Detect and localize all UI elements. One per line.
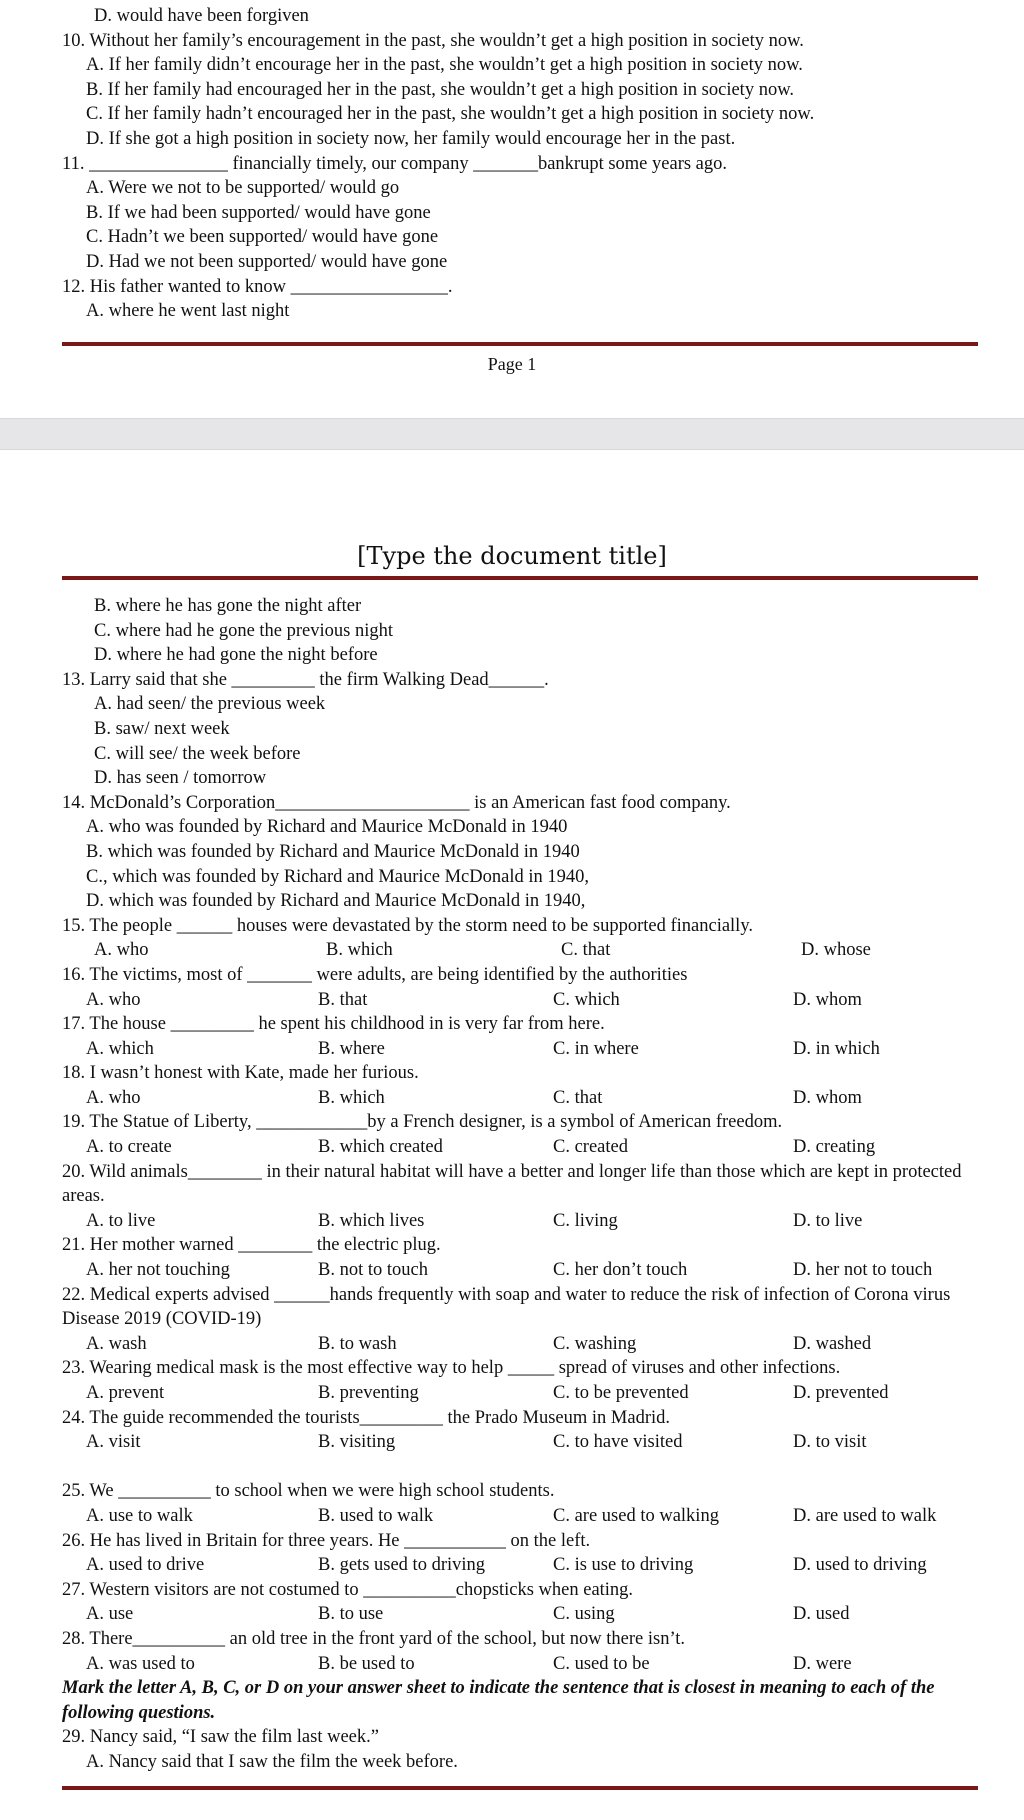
q25-options: [62, 1504, 978, 1529]
q23-option-c: C. to be prevented: [553, 1383, 689, 1403]
q14-option-d: D. which was founded by Richard and Maurice McDonald in 1940,: [86, 891, 586, 912]
q20-option-c: C. living: [553, 1210, 618, 1231]
q18-options: [62, 1086, 978, 1111]
q15-option-d: D. whose: [801, 940, 871, 961]
footer-rule: [62, 342, 978, 346]
q15-option-a: A. who: [94, 940, 149, 961]
q16-options: [62, 988, 978, 1013]
q17-option-c: C. in where: [553, 1038, 639, 1059]
q17-option-a: A. which: [86, 1038, 154, 1059]
q22-option-c: C. washing: [553, 1333, 637, 1354]
page-number: Page 1: [487, 354, 537, 374]
q15-option-c: C. that: [561, 940, 611, 961]
q10-option-a: A. If her family didn’t encourage her in the past, she wouldn’t get a high position in society now.: [86, 55, 803, 76]
q24-option-b: B. visiting: [318, 1432, 396, 1453]
q27-option-b: B. to use: [318, 1604, 384, 1625]
q20-option-b: B. which lives: [318, 1210, 425, 1231]
q24-option-a: A. visit: [86, 1432, 141, 1453]
q12-option-a: A. where he went last night: [86, 301, 290, 322]
q20-stem: 20. Wild animals________ in their natural habitat will have a better and longer life than those which are kept in protected areas.: [62, 1161, 962, 1207]
q25-option-c: C. are used to walking: [553, 1505, 719, 1526]
blank-line: [62, 1455, 978, 1480]
q21-stem: 21. Her mother warned ________ the electric plug.: [62, 1235, 441, 1256]
q22-options: [62, 1332, 978, 1357]
q10-option-d: D. If she got a high position in society now, her family would encourage her in the past.: [86, 128, 736, 149]
q20-option-d: D. to live: [793, 1210, 863, 1231]
q27-option-d: D. used: [793, 1604, 850, 1625]
page-gap: [0, 418, 1024, 450]
q26-option-a: A. used to drive: [86, 1555, 205, 1576]
q27-option-a: A. use: [86, 1604, 134, 1625]
q24-option-d: D. to visit: [793, 1432, 867, 1453]
q26-stem: 26. He has lived in Britain for three years. He ___________ on the left.: [62, 1530, 591, 1551]
q23-options: [62, 1381, 978, 1406]
q17-options: [62, 1037, 978, 1062]
header-rule: [62, 576, 978, 580]
q19-stem: 19. The Statue of Liberty, ____________by a French designer, is a symbol of American freedom.: [62, 1112, 783, 1133]
q14-option-b: B. which was founded by Richard and Maurice McDonald in 1940: [86, 841, 580, 862]
q21-option-b: B. not to touch: [318, 1260, 428, 1281]
q13-option-b: B. saw/ next week: [94, 718, 230, 739]
page-2: [0, 450, 1024, 1820]
q25-option-a: A. use to walk: [86, 1505, 193, 1526]
q21-option-a: A. her not touching: [86, 1260, 230, 1281]
q29-stem: 29. Nancy said, “I saw the film last week.”: [62, 1727, 379, 1748]
q17-stem: 17. The house _________ he spent his childhood in is very far from here.: [62, 1014, 605, 1035]
section-instruction: Mark the letter A, B, C, or D on your answer sheet to indicate the sentence that is closest in meaning to each of the following questions.: [62, 1678, 935, 1723]
q19-option-c: C. created: [553, 1137, 628, 1158]
q12-stem: 12. His father wanted to know _________________.: [62, 276, 453, 297]
q20-options: [62, 1209, 978, 1234]
page-2-content: [62, 594, 978, 1775]
q13-option-d: D. has seen / tomorrow: [94, 768, 267, 789]
q18-stem: 18. I wasn’t honest with Kate, made her furious.: [62, 1063, 419, 1084]
q12-option-b: B. where he has gone the night after: [94, 596, 362, 616]
q11-option-a: A. Were we not to be supported/ would go: [86, 178, 400, 199]
q18-option-d: D. whom: [793, 1087, 862, 1108]
q16-option-a: A. who: [86, 989, 141, 1010]
q21-options: [62, 1258, 978, 1283]
q27-options: [62, 1602, 978, 1627]
q25-option-d: D. are used to walk: [793, 1505, 937, 1526]
q28-option-c: C. used to be: [553, 1653, 650, 1674]
q25-option-b: B. used to walk: [318, 1505, 434, 1526]
q23-option-a: A. prevent: [86, 1383, 165, 1403]
q17-option-b: B. where: [318, 1038, 385, 1059]
q23-stem: 23. Wearing medical mask is the most effective way to help _____ spread of viruses and other infections.: [62, 1358, 841, 1379]
bottom-rule: [62, 1786, 978, 1790]
q24-option-c: C. to have visited: [553, 1432, 683, 1453]
q10-option-c: C. If her family hadn’t encouraged her in the past, she wouldn’t get a high position in society now.: [86, 104, 815, 125]
q26-option-d: D. used to driving: [793, 1555, 927, 1576]
q24-stem: 24. The guide recommended the tourists_________ the Prado Museum in Madrid.: [62, 1407, 671, 1428]
q29-option-a: A. Nancy said that I saw the film the week before.: [86, 1751, 458, 1772]
q28-option-a: A. was used to: [86, 1653, 195, 1674]
q27-option-c: C. using: [553, 1604, 615, 1625]
q14-option-a: A. who was founded by Richard and Maurice McDonald in 1940: [86, 817, 568, 838]
q28-option-b: B. be used to: [318, 1653, 415, 1674]
q20-option-a: A. to live: [86, 1210, 156, 1231]
q9-option-d: D. would have been forgiven: [94, 6, 309, 26]
q14-option-c: C., which was founded by Richard and Maurice McDonald in 1940,: [86, 866, 589, 887]
q26-options: [62, 1553, 978, 1578]
q15-option-b: B. which: [326, 940, 393, 961]
q13-option-a: A. had seen/ the previous week: [94, 694, 326, 715]
q22-option-b: B. to wash: [318, 1333, 397, 1354]
q11-option-b: B. If we had been supported/ would have gone: [86, 202, 431, 223]
q10-option-b: B. If her family had encouraged her in the past, she wouldn’t get a high position in society now.: [86, 79, 794, 100]
q19-option-a: A. to create: [86, 1137, 172, 1158]
q22-option-d: D. washed: [793, 1333, 872, 1354]
q11-stem: 11. _______________ financially timely, our company _______bankrupt some years ago.: [62, 153, 728, 174]
q21-option-d: D. her not to touch: [793, 1260, 933, 1281]
q17-option-d: D. in which: [793, 1038, 880, 1059]
q23-option-d: D. prevented: [793, 1383, 889, 1403]
q26-option-c: C. is use to driving: [553, 1555, 694, 1576]
q28-options: [62, 1652, 978, 1677]
q14-stem: 14. McDonald’s Corporation_____________________ is an American fast food company.: [62, 792, 731, 813]
q16-stem: 16. The victims, most of _______ were adults, are being identified by the authorities: [62, 964, 688, 985]
q19-option-b: B. which created: [318, 1137, 443, 1158]
page-1-content: [62, 4, 978, 324]
q19-option-d: D. creating: [793, 1137, 876, 1158]
q16-option-d: D. whom: [793, 989, 862, 1010]
q12-option-c: C. where had he gone the previous night: [94, 620, 394, 641]
q18-option-a: A. who: [86, 1087, 141, 1108]
q18-option-c: C. that: [553, 1087, 603, 1108]
q28-stem: 28. There__________ an old tree in the front yard of the school, but now there isn’t.: [62, 1628, 686, 1649]
q22-stem: 22. Medical experts advised ______hands frequently with soap and water to reduce the risk of infection of Corona virus Disease 2019 (COVID-19): [62, 1284, 951, 1330]
q15-stem: 15. The people ______ houses were devastated by the storm need to be supported financially.: [62, 915, 753, 936]
q10-stem: 10. Without her family’s encouragement in the past, she wouldn’t get a high position in society now.: [62, 30, 804, 51]
q16-option-c: C. which: [553, 989, 620, 1010]
q22-option-a: A. wash: [86, 1333, 147, 1354]
q15-options: [62, 938, 978, 963]
q23-option-b: B. preventing: [318, 1383, 419, 1403]
q11-option-c: C. Hadn’t we been supported/ would have gone: [86, 227, 439, 248]
q24-options: [62, 1430, 978, 1455]
q13-option-c: C. will see/ the week before: [94, 743, 301, 764]
q26-option-b: B. gets used to driving: [318, 1555, 486, 1576]
q12-option-d: D. where he had gone the night before: [94, 645, 378, 666]
document-title-header[interactable]: [Type the document title]: [357, 542, 667, 570]
q19-options: [62, 1135, 978, 1160]
q13-stem: 13. Larry said that she _________ the firm Walking Dead______.: [62, 669, 549, 690]
q25-stem: 25. We __________ to school when we were high school students.: [62, 1481, 555, 1502]
q16-option-b: B. that: [318, 989, 368, 1010]
q27-stem: 27. Western visitors are not costumed to __________chopsticks when eating.: [62, 1579, 634, 1600]
q18-option-b: B. which: [318, 1087, 385, 1108]
page-1: [0, 0, 1024, 418]
q21-option-c: C. her don’t touch: [553, 1260, 688, 1281]
q11-option-d: D. Had we not been supported/ would have gone: [86, 251, 448, 272]
q28-option-d: D. were: [793, 1653, 852, 1674]
